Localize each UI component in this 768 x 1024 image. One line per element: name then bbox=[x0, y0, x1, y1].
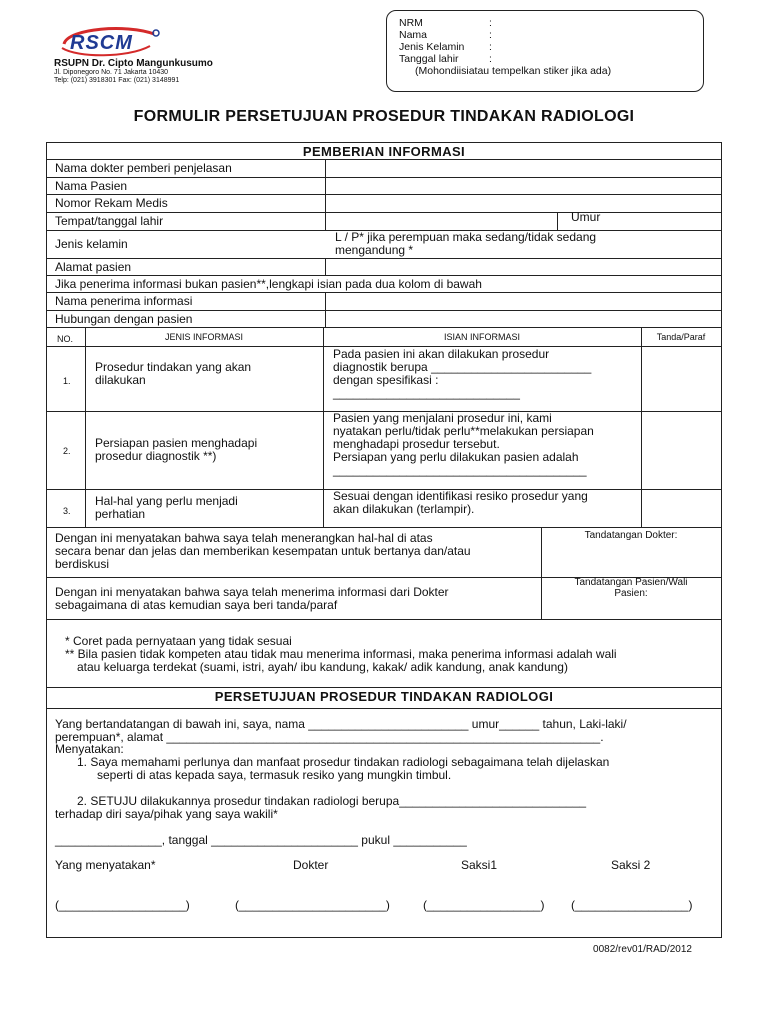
label-alamat: Alamat pasien bbox=[55, 260, 132, 274]
label-nama-dokter: Nama dokter pemberi penjelasan bbox=[55, 161, 232, 175]
consent-point-1a: 1. Saya memahami perlunya dan manfaat prosedur tindakan radiologi sebagaimana telah dijelaskan bbox=[77, 755, 610, 769]
rscm-logo bbox=[58, 22, 168, 62]
sticker-colon: : bbox=[489, 17, 492, 29]
label-rekam-medis: Nomor Rekam Medis bbox=[55, 196, 168, 210]
note-3: atau keluarga terdekat (suami, istri, ayah/ ibu kandung, kakak/ adik kandung, anak kandung) bbox=[77, 660, 568, 674]
sticker-colon: : bbox=[489, 29, 492, 41]
item-1-isian-line-1: Pada pasien ini akan dilakukan prosedur bbox=[333, 347, 550, 361]
sticker-nama-label: Nama bbox=[399, 29, 428, 41]
label-penerima-note: Jika penerima informasi bukan pasien**,lengkapi isian pada dua kolom di bawah bbox=[55, 277, 482, 291]
item-1-jenis-line-1: Prosedur tindakan yang akan bbox=[95, 360, 252, 374]
consent-line-1: Yang bertandatangan di bawah ini, saya, nama ________________________ umur______ tahun, Laki-laki/ bbox=[55, 717, 627, 731]
sign-doctor-label: Tandatangan Dokter: bbox=[584, 530, 678, 541]
sticker-tgl-label: Tanggal lahir bbox=[399, 53, 459, 65]
sticker-note: (Mohondiisiatau tempelkan stiker jika ada) bbox=[415, 65, 612, 77]
address-line: Jl. Diponegoro No. 71 Jakarta 10430 bbox=[54, 69, 169, 76]
patient-sticker-box bbox=[386, 10, 704, 92]
item-3-no: 3. bbox=[63, 506, 71, 516]
item-3-jenis-line-2: perhatian bbox=[95, 507, 146, 521]
signer-label-saksi2: Saksi 2 bbox=[611, 858, 651, 872]
label-nama-pasien: Nama Pasien bbox=[55, 179, 128, 193]
item-2-isian-line-5: ______________________________________ bbox=[333, 463, 587, 477]
item-2-isian-line-3: menghadapi prosedur tersebut. bbox=[333, 437, 500, 451]
sign-patient-label-2: Pasien: bbox=[614, 588, 648, 599]
item-2-jenis-line-1: Persiapan pasien menghadapi bbox=[95, 436, 258, 450]
item-1-isian-line-2: diagnostik berupa ________________________ bbox=[333, 360, 592, 374]
hospital-address bbox=[54, 69, 179, 85]
item-3-jenis-line-1: Hal-hal yang perlu menjadi bbox=[95, 494, 238, 508]
signer-blank-2: (______________________) bbox=[235, 898, 390, 912]
section-title-consent: PERSETUJUAN PROSEDUR TINDAKAN RADIOLOGI bbox=[214, 689, 554, 704]
sign-patient-label-1: Tandatangan Pasien/Wali bbox=[574, 577, 688, 588]
item-2-isian-line-2: nyatakan perlu/tidak perlu**melakukan persiapan bbox=[333, 424, 594, 438]
sticker-jk-label: Jenis Kelamin bbox=[399, 41, 465, 53]
header-isian: ISIAN INFORMASI bbox=[443, 332, 520, 342]
label-hubungan: Hubungan dengan pasien bbox=[55, 312, 193, 326]
label-umur: Umur bbox=[571, 210, 601, 224]
consent-line-3: Menyatakan: bbox=[55, 742, 124, 756]
consent-date-line: ________________, tanggal ______________________ pukul ___________ bbox=[55, 833, 467, 847]
doctor-statement-line-1: Dengan ini menyatakan bahwa saya telah menerangkan hal-hal di atas bbox=[55, 531, 433, 545]
patient-statement-line-1: Dengan ini menyatakan bahwa saya telah menerima informasi dari Dokter bbox=[55, 585, 449, 599]
logo-text: RSCM bbox=[70, 32, 133, 54]
signer-label-saksi1: Saksi1 bbox=[461, 858, 498, 872]
signer-blank-4: (_________________) bbox=[571, 898, 693, 912]
patient-statement-line-2: sebagaimana di atas kemudian saya beri tanda/paraf bbox=[55, 598, 338, 612]
item-1-isian-line-3: dengan spesifikasi : bbox=[333, 373, 439, 387]
section-title-info: PEMBERIAN INFORMASI bbox=[302, 144, 466, 159]
header-tanda: Tanda/Paraf bbox=[656, 332, 706, 342]
signer-label-yang: Yang menyatakan* bbox=[55, 858, 156, 872]
label-nama-penerima: Nama penerima informasi bbox=[55, 294, 193, 308]
sticker-colon: : bbox=[489, 41, 492, 53]
doctor-statement-line-3: berdiskusi bbox=[55, 557, 110, 571]
signer-blank-3: (_________________) bbox=[423, 898, 545, 912]
note-1: * Coret pada pernyataan yang tidak sesuai bbox=[65, 634, 292, 648]
consent-point-1b: seperti di atas kepada saya, termasuk resiko yang mungkin timbul. bbox=[97, 768, 452, 782]
consent-point-2b: terhadap diri saya/pihak yang saya wakili* bbox=[55, 807, 278, 821]
jk-value-line-2: mengandung * bbox=[335, 243, 414, 257]
item-3-isian-line-1: Sesuai dengan identifikasi resiko prosedur yang bbox=[333, 489, 588, 503]
item-1-jenis-line-2: dilakukan bbox=[95, 373, 146, 387]
header-jenis: JENIS INFORMASI bbox=[164, 332, 243, 342]
form-box bbox=[46, 142, 722, 938]
header-no: NO. bbox=[57, 334, 74, 344]
jk-value-line-1: L / P* jika perempuan maka sedang/tidak sedang bbox=[335, 230, 597, 244]
item-3-isian-line-2: akan dilakukan (terlampir). bbox=[333, 502, 475, 516]
sticker-nrm-label: NRM bbox=[399, 17, 423, 29]
label-jenis-kelamin: Jenis kelamin bbox=[55, 237, 128, 251]
consent-line-2: perempuan*, alamat _________________________________________________________________. bbox=[55, 730, 604, 744]
item-1-isian-line-4: ____________________________ bbox=[333, 386, 520, 400]
sticker-colon: : bbox=[489, 53, 492, 65]
form-code: 0082/rev01/RAD/2012 bbox=[593, 944, 692, 955]
form-title: FORMULIR PERSETUJUAN PROSEDUR TINDAKAN RADIOLOGI bbox=[133, 108, 635, 125]
note-2: ** Bila pasien tidak kompeten atau tidak mau menerima informasi, maka penerima informasi adalah wali bbox=[65, 647, 617, 661]
item-2-isian-line-4: Persiapan yang perlu dilakukan pasien adalah bbox=[333, 450, 579, 464]
item-2-isian-line-1: Pasien yang menjalani prosedur ini, kami bbox=[333, 411, 552, 425]
signer-label-dokter: Dokter bbox=[293, 858, 329, 872]
item-1-no: 1. bbox=[63, 376, 71, 386]
consent-point-2a: 2. SETUJU dilakukannya prosedur tindakan radiologi berupa____________________________ bbox=[77, 794, 587, 808]
item-2-no: 2. bbox=[63, 446, 71, 456]
item-2-jenis-line-2: prosedur diagnostik **) bbox=[95, 449, 217, 463]
phone-line: Telp: (021) 3918301 Fax: (021) 3148991 bbox=[54, 77, 180, 84]
signer-blank-1: (___________________) bbox=[55, 898, 190, 912]
doctor-statement-line-2: secara benar dan jelas dan memberikan kesempatan untuk bertanya dan/atau bbox=[55, 544, 471, 558]
label-ttl: Tempat/tanggal lahir bbox=[55, 214, 164, 228]
hospital-name: RSUPN Dr. Cipto Mangunkusumo bbox=[54, 58, 213, 69]
